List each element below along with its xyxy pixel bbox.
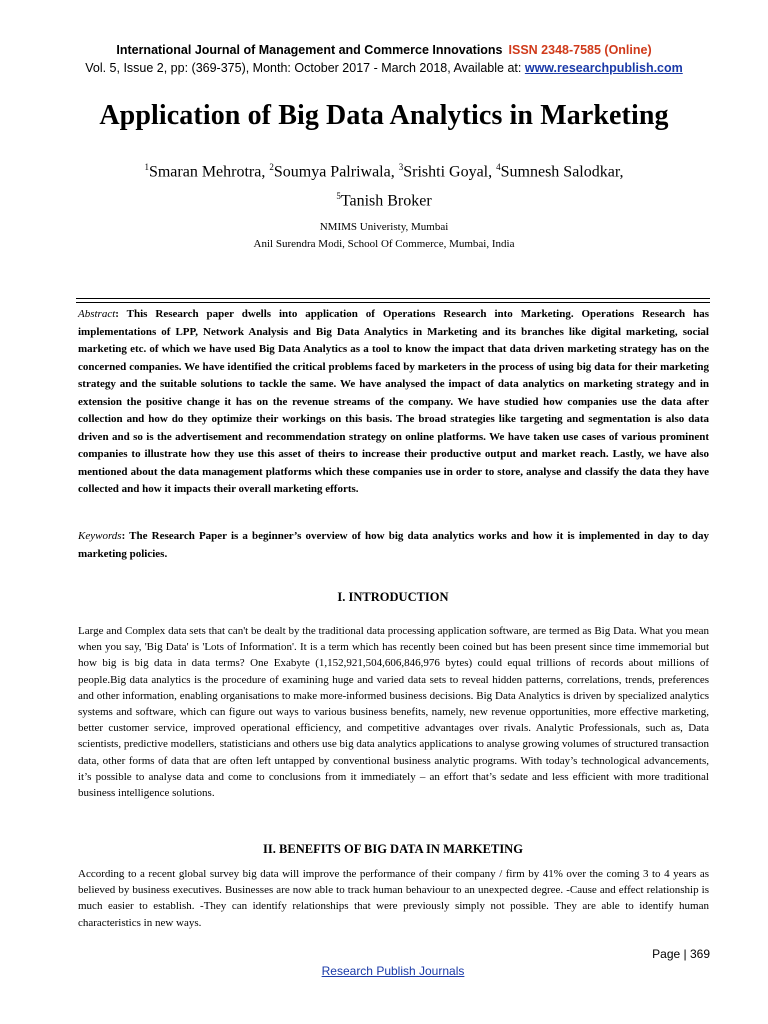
author-sup: 1 [144, 162, 149, 172]
author-sup: 2 [269, 162, 274, 172]
section-heading-benefits: II. BENEFITS OF BIG DATA IN MARKETING [263, 842, 523, 856]
page-number: Page | 369 [652, 947, 710, 961]
author-sup: 5 [336, 191, 341, 202]
author-sup: 3 [398, 162, 404, 172]
journal-issn: ISSN 2348-7585 (Online) [508, 43, 652, 57]
section-heading-introduction: I. INTRODUCTION [337, 590, 449, 604]
author-name: Srishti Goyal, [403, 163, 497, 181]
journal-name: International Journal of Management and Commerce Innovations [116, 43, 503, 57]
keywords-label: Keywords [78, 530, 122, 542]
divider-bottom [76, 302, 710, 303]
affiliation-university: NMIMS Univeristy, Mumbai [319, 221, 449, 233]
footer [0, 964, 768, 978]
author-name: Tanish Broker [340, 192, 432, 210]
journal-header [0, 43, 768, 57]
author-sup: 4 [496, 162, 501, 172]
author-name: Smaran Mehrotra, [148, 163, 270, 181]
publisher-link[interactable]: Research Publish Journals [321, 964, 465, 978]
journal-volume-line [0, 61, 768, 75]
affiliation [0, 219, 768, 253]
section-paragraph-benefits: According to a recent global survey big data will improve the performance of their company / firm by 41% over the coming 3 to 4 years as believed by business executives. Businesses are now able to track human behaviour to an unexpected degree. -Cause and effect relationship is much easier to establish. -They can identify relationships that were previously simply not possible. They are able to identify human characteristics in new ways. [78, 868, 709, 929]
author-list [0, 155, 768, 214]
volume-info: Vol. 5, Issue 2, pp: (369-375), Month: October 2017 - March 2018, Available at: [85, 61, 525, 75]
abstract-label: Abstract [78, 308, 116, 320]
paper-title: Application of Big Data Analytics in Marketing [99, 100, 669, 131]
divider-top [76, 298, 710, 299]
journal-website-link[interactable]: www.researchpublish.com [524, 61, 683, 75]
abstract [78, 306, 709, 499]
author-name: Soumya Palriwala, [273, 163, 399, 181]
affiliation-school: Anil Surendra Modi, School Of Commerce, Mumbai, India [253, 238, 515, 250]
keywords [78, 528, 709, 563]
keywords-text: : The Research Paper is a beginner’s overview of how big data analytics works and how it is implemented in day to day marketing policies. [78, 530, 709, 560]
author-name: Sumnesh Salodkar, [500, 163, 624, 181]
abstract-text: : This Research paper dwells into application of Operations Research into Marketing. Operations Research has implementations of LPP, Network Analysis and Big Data Analytics in Marketing and its branches like digital marketing, social marketing etc. of which we have used Big Data Analytics as a tool to know the impact that data driven marketing strategy has on the concerned companies. We have identified the critical problems faced by marketers in the process of using big data for their marketing strategy and the suitable solutions to tackle the same. We have analysed the impact of data analytics on marketing strategy and in extension the positive change it has on the revenue streams of the company. We have studied how companies use the data after collection and how do they optimize their workings on this basis. The broad strategies like targeting and segmentation is also data driven and so is the advertisement and recommendation strategy on online platforms. We have taken use cases of various prominent companies to illustrate how they use this asset of theirs to increase their productive output and market reach. Lastly, we have also mentioned about the data management platforms which these companies use in order to store, analyse and classify the data they have collected and how it impacts their overall marketing efforts. [78, 308, 709, 495]
section-paragraph-introduction: Large and Complex data sets that can't be dealt by the traditional data processing application software, are termed as Big Data. What you mean when you say, 'Big Data' is 'Lots of Information'. It is a term which has recently been coined but has been present since time immemorial but how big is big data in data terms? One Exabyte (1,152,921,504,606,846,976 bytes) could equal trillions of records about millions of people.Big data analytics is the procedure of examining huge and varied data sets to reveal hidden patterns, correlations, trends, preferences and other information, enabling organisations to make more-informed business decisions. Big Data Analytics is driven by specialized analytics systems and software, which can figure out ways to various business benefits, namely, new revenue opportunities, more effective marketing, better customer service, improved operational efficiency, and competitive advantages over rivals. Analytic Professionals, such as, Data scientists, predictive modellers, statisticians and others use big data analytics applications to analyse growing volumes of structured transaction data, other forms of data that are often left untapped by conventional business analytic programs. With today’s technological advancements, it’s possible to analyse data and come to conclusions from it immediately – an effort that’s sedate and less efficient with more traditional business intelligence solutions. [78, 625, 709, 800]
